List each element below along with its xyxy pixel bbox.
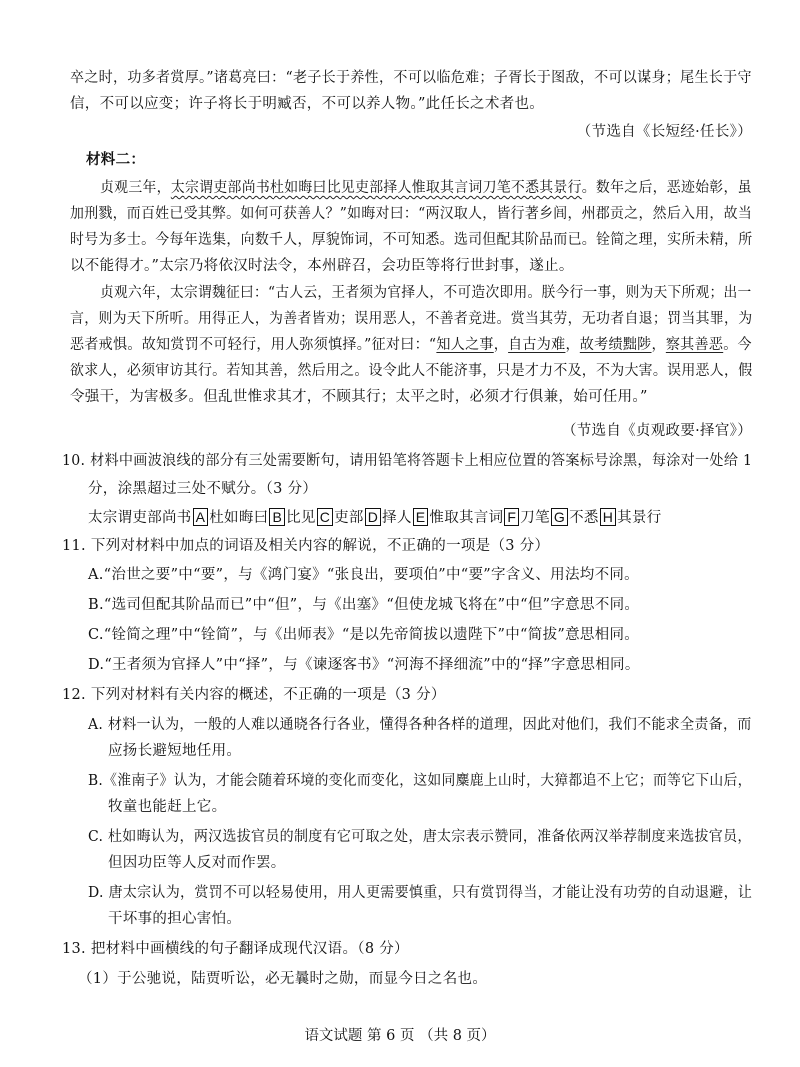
- wavy-underlined-sentence: 太宗谓吏部尚书杜如晦曰比见吏部择人惟取其言词刀笔不悉其景行: [170, 180, 582, 196]
- q11-option-c[interactable]: C.“铨简之理”中“铨简”，与《出师表》“是以先帝简拔以遗陛下”中“简拔”意思相同。: [88, 627, 640, 643]
- material2-p1-line: 加刑戮，而百姓已受其弊。如何可获善人？”如晦对曰：“两汉取人，皆行著乡闾，州郡贡之，然后入用，故当: [70, 206, 753, 222]
- text-span: 恶者戒惧。故知赏罚不可轻行，用人弥须慎择。”征对曰：“: [70, 337, 437, 353]
- page-footer: 语文试题 第 6 页 （共 8 页）: [304, 1028, 496, 1044]
- segment-text: 太宗谓吏部尚书: [88, 510, 192, 526]
- answer-label-c[interactable]: C: [317, 508, 333, 526]
- text-span: 。今: [723, 337, 752, 353]
- material2-p1-line: 时号为多士。今每年选集，向数千人，厚貌饰词，不可知悉。选司但配其阶品而已。铨简之理，实所未精，所: [70, 232, 753, 248]
- segment-text: 其景行: [617, 510, 662, 526]
- q13-stem: 13. 把材料中画横线的句子翻译成现代汉语。（8 分）: [62, 941, 409, 957]
- answer-label-e[interactable]: E: [413, 508, 429, 526]
- q10-stem-cont: 分，涂黑超过三处不赋分。（3 分）: [88, 481, 318, 497]
- segment-text: 杜如晦曰: [209, 510, 269, 526]
- answer-label-a[interactable]: A: [193, 508, 209, 526]
- q12-option-b-cont: 牧童也能赶上它。: [108, 799, 227, 815]
- answer-label-d[interactable]: D: [365, 508, 381, 526]
- segment-text: 不悉: [569, 510, 599, 526]
- material1-source: （节选自《长短经·任长》）: [576, 124, 752, 140]
- material2-p1-line1: [100, 178, 752, 198]
- material2-heading: 材料二：: [86, 151, 146, 168]
- underlined-phrase: 察其善恶: [665, 337, 724, 353]
- q12-option-a[interactable]: A. 材料一认为，一般的人难以通晓各行各业，懂得各种各样的道理，因此对他们，我们不能求全责备，而: [88, 717, 752, 733]
- text-span: ，: [651, 337, 666, 353]
- material2-p2-line: 贞观六年，太宗谓魏征曰：“古人云，王者须为官择人，不可造次即用。朕今行一事，则为天下所观；出一: [100, 285, 752, 301]
- text-span: 。数年之后，恶迹始彰，虽: [581, 180, 752, 196]
- q11-stem: 11. 下列对材料中加点的词语及相关内容的解说，不正确的一项是（3 分）: [62, 538, 550, 554]
- underlined-phrase: 故考绩黜陟: [579, 337, 652, 353]
- segment-text: 吏部: [334, 510, 364, 526]
- q12-stem: 12. 下列对材料有关内容的概述，不正确的一项是（3 分）: [62, 687, 446, 703]
- text-span: ，: [493, 337, 509, 353]
- q12-option-a-cont: 应扬长避短地任用。: [108, 743, 242, 759]
- text-span: ，: [565, 337, 580, 353]
- q12-option-d[interactable]: D. 唐太宗认为，赏罚不可以轻易使用，用人更需要慎重，只有赏罚得当，才能让没有功劳的自动退避，让: [88, 885, 753, 901]
- answer-label-h[interactable]: H: [600, 508, 616, 526]
- underlined-phrase: 知人之事: [436, 337, 494, 353]
- segment-text: 择人: [382, 510, 412, 526]
- material2-p1-line: 以不能得才。”太宗乃将依汉时法令，本州辟召，会功臣等将行世封事，遂止。: [70, 258, 574, 274]
- q10-stem: 10. 材料中画波浪线的部分有三处需要断句，请用铅笔将答题卡上相应位置的答案标号涂黑，每涂对一处给 1: [62, 453, 753, 469]
- q12-option-c[interactable]: C. 杜如晦认为，两汉选拔官员的制度有它可取之处，唐太宗表示赞同，准备依两汉举荐制度来选拔官员，: [88, 829, 752, 845]
- q12-option-d-cont: 干坏事的担心害怕。: [108, 911, 242, 927]
- text-span: 贞观三年，: [100, 180, 171, 196]
- q12-option-b[interactable]: B.《淮南子》认为，才能会随着环境的变化而变化，这如同麋鹿上山时，大獐都追不上它；而等它下山后，: [88, 773, 752, 789]
- q12-option-c-cont: 但因功臣等人反对而作罢。: [108, 855, 286, 871]
- segment-text: 比见: [286, 510, 316, 526]
- answer-label-b[interactable]: B: [269, 508, 285, 526]
- q11-option-b[interactable]: B.“选司但配其阶品而已”中“但”，与《出塞》“但使龙城飞将在”中“但”字意思不同。: [88, 597, 640, 613]
- material2-source: （节选自《贞观政要·择官》）: [561, 423, 752, 439]
- underlined-phrase: 自古为难: [508, 337, 566, 353]
- answer-label-g[interactable]: G: [551, 508, 568, 526]
- material2-p2-line: 令强干，为害极多。但乱世惟求其才，不顾其行；太平之时，必须才行俱兼，始可任用。”: [70, 389, 648, 405]
- segment-text: 刀笔: [520, 510, 550, 526]
- q11-option-d[interactable]: D.“王者须为官择人”中“择”，与《谏逐客书》“河海不择细流”中的“择”字意思相同。: [88, 657, 640, 673]
- material2-p2-line: 欲求人，必须审访其行。若知其善，然后用之。设令此人不能济事，只是才力不及，不为大害。误用恶人，假: [70, 363, 753, 379]
- material1-line: 信，不可以应变；许子将长于明臧否，不可以养人物。”此任长之术者也。: [70, 96, 545, 112]
- q13-item-1: （1）于公驰说，陆贾听讼，必无曩时之勋，而显今日之名也。: [78, 971, 488, 987]
- q11-option-a[interactable]: A.“治世之要”中“要”，与《鸿门宴》“张良出，要项伯”中“要”字含义、用法均不同。: [88, 567, 639, 583]
- material2-p2-line: 言，则为天下所听。用得正人，为善者皆劝；误用恶人，不善者竞进。赏当其劳，无功者自退；罚当其罪，为: [70, 311, 753, 327]
- material1-line: 卒之时，功多者赏厚。”诸葛亮曰：“老子长于养性，不可以临危难；子胥长于图敌，不可以谋身；尾生长于守: [70, 70, 752, 86]
- material2-p2-line3: [70, 335, 752, 355]
- q10-segments: [88, 508, 662, 528]
- segment-text: 惟取其言词: [429, 510, 504, 526]
- answer-label-f[interactable]: F: [504, 508, 519, 526]
